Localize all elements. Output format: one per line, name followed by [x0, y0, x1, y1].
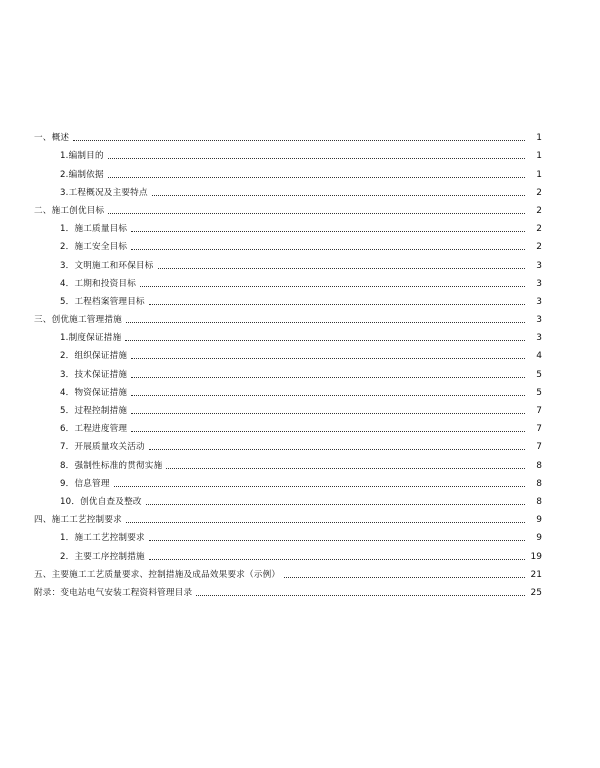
toc-entry-title: 3．文明施工和环保目标 [60, 260, 154, 271]
toc-entry[interactable] [34, 416, 542, 434]
toc-entry-page: 2 [536, 205, 542, 216]
toc-entry[interactable] [34, 180, 542, 198]
toc-entry-title: 一、概述 [34, 133, 70, 144]
toc-entry-title: 2．主要工序控制措施 [60, 551, 145, 562]
toc-entry-title: 6．工程进度管理 [60, 424, 128, 435]
toc-entry-page: 4 [536, 351, 542, 362]
toc-entry-page: 2 [536, 224, 542, 235]
toc-entry[interactable] [34, 562, 542, 580]
toc-entry-title: 7．开展质量攻关活动 [60, 442, 145, 453]
toc-entry-page: 3 [536, 333, 542, 344]
toc-entry-title: 1.编制目的 [60, 151, 104, 162]
toc-entry[interactable] [34, 361, 542, 379]
dot-leader [284, 577, 525, 578]
toc-entry[interactable] [34, 252, 542, 270]
toc-entry[interactable] [34, 216, 542, 234]
toc-entry-title: 9．信息管理 [60, 478, 110, 489]
toc-entry-title: 5．工程档案管理目标 [60, 296, 145, 307]
toc-entry-title: 3．技术保证措施 [60, 369, 128, 380]
toc-entry-page: 9 [536, 533, 542, 544]
toc-entry[interactable] [34, 580, 542, 598]
toc-entry[interactable] [34, 234, 542, 252]
dot-leader [131, 395, 525, 396]
toc-entry[interactable] [34, 343, 542, 361]
toc-entry[interactable] [34, 198, 542, 216]
toc-entry-title: 1．施工质量目标 [60, 224, 128, 235]
toc-entry-page: 7 [536, 442, 542, 453]
dot-leader [108, 213, 525, 214]
toc-entry[interactable] [34, 271, 542, 289]
dot-leader [126, 322, 525, 323]
dot-leader [108, 177, 525, 178]
toc-entry-title: 8．强制性标准的贯彻实施 [60, 460, 163, 471]
dot-leader [149, 449, 525, 450]
dot-leader [149, 304, 525, 305]
toc-entry-title: 10．创优自查及整改 [60, 496, 142, 507]
toc-entry[interactable] [34, 471, 542, 489]
toc-entry-page: 1 [536, 169, 542, 180]
dot-leader [131, 377, 525, 378]
toc-entry-page: 3 [536, 315, 542, 326]
toc-entry-page: 7 [536, 406, 542, 416]
toc-entry-title: 1.制度保证措施 [60, 333, 122, 344]
toc-entry[interactable] [34, 398, 542, 416]
toc-entry[interactable] [34, 543, 542, 561]
toc-entry-title: 2．施工安全目标 [60, 242, 128, 253]
toc-entry-title: 2．组织保证措施 [60, 351, 128, 362]
dot-leader [108, 158, 525, 159]
dot-leader [158, 268, 525, 269]
dot-leader [126, 522, 525, 523]
dot-leader [131, 413, 525, 414]
toc-entry-page: 5 [536, 369, 542, 380]
toc-entry[interactable] [34, 507, 542, 525]
dot-leader [149, 540, 525, 541]
toc-entry-page: 8 [536, 496, 542, 507]
toc-entry-page: 2 [536, 187, 542, 198]
toc-entry-page: 5 [536, 387, 542, 398]
toc-entry[interactable] [34, 161, 542, 179]
toc-entry-title: 三、创优施工管理措施 [34, 315, 122, 326]
toc-entry-title: 4．工期和投资目标 [60, 278, 137, 289]
toc-entry-page: 19 [530, 551, 542, 562]
toc-entry-page: 3 [536, 296, 542, 307]
dot-leader [131, 249, 525, 250]
dot-leader [131, 358, 525, 359]
toc-entry-title: 5．过程控制措施 [60, 406, 128, 416]
toc-entry-title: 3.工程概况及主要特点 [60, 187, 148, 198]
toc-entry-page: 7 [536, 424, 542, 435]
toc-entry[interactable] [34, 489, 542, 507]
dot-leader [125, 340, 525, 341]
toc-entry-title: 2.编制依据 [60, 169, 104, 180]
toc-entry-title: 二、施工创优目标 [34, 205, 105, 216]
dot-leader [140, 286, 525, 287]
toc-entry-page: 8 [536, 460, 542, 471]
dot-leader [131, 431, 525, 432]
dot-leader [149, 559, 525, 560]
toc-entry[interactable] [34, 525, 542, 543]
toc-entry-page: 3 [536, 278, 542, 289]
toc-entry[interactable] [34, 452, 542, 470]
table-of-contents [34, 125, 542, 598]
toc-entry[interactable] [34, 434, 542, 452]
toc-entry-title: 附录：变电站电气安装工程资料管理目录 [34, 587, 193, 598]
toc-entry[interactable] [34, 125, 542, 143]
toc-entry-title: 1．施工工艺控制要求 [60, 533, 145, 544]
toc-entry-page: 25 [530, 587, 542, 598]
dot-leader [114, 486, 525, 487]
dot-leader [196, 595, 525, 596]
dot-leader [73, 140, 525, 141]
dot-leader [146, 504, 525, 505]
toc-entry-title: 五、主要施工工艺质量要求、控制措施及成品效果要求（示例） [34, 569, 281, 580]
toc-entry-page: 2 [536, 242, 542, 253]
toc-entry[interactable] [34, 380, 542, 398]
toc-entry-page: 1 [536, 133, 542, 144]
toc-entry-page: 8 [536, 478, 542, 489]
toc-entry[interactable] [34, 289, 542, 307]
toc-entry-title: 四、施工工艺控制要求 [34, 515, 122, 526]
toc-entry-title: 4．物资保证措施 [60, 387, 128, 398]
toc-entry-page: 1 [536, 151, 542, 162]
toc-entry-page: 3 [536, 260, 542, 271]
toc-entry[interactable] [34, 307, 542, 325]
toc-entry-page: 21 [530, 569, 542, 580]
toc-entry-page: 9 [536, 515, 542, 526]
toc-entry[interactable] [34, 325, 542, 343]
dot-leader [152, 195, 525, 196]
toc-entry[interactable] [34, 143, 542, 161]
dot-leader [131, 231, 525, 232]
dot-leader [166, 468, 525, 469]
